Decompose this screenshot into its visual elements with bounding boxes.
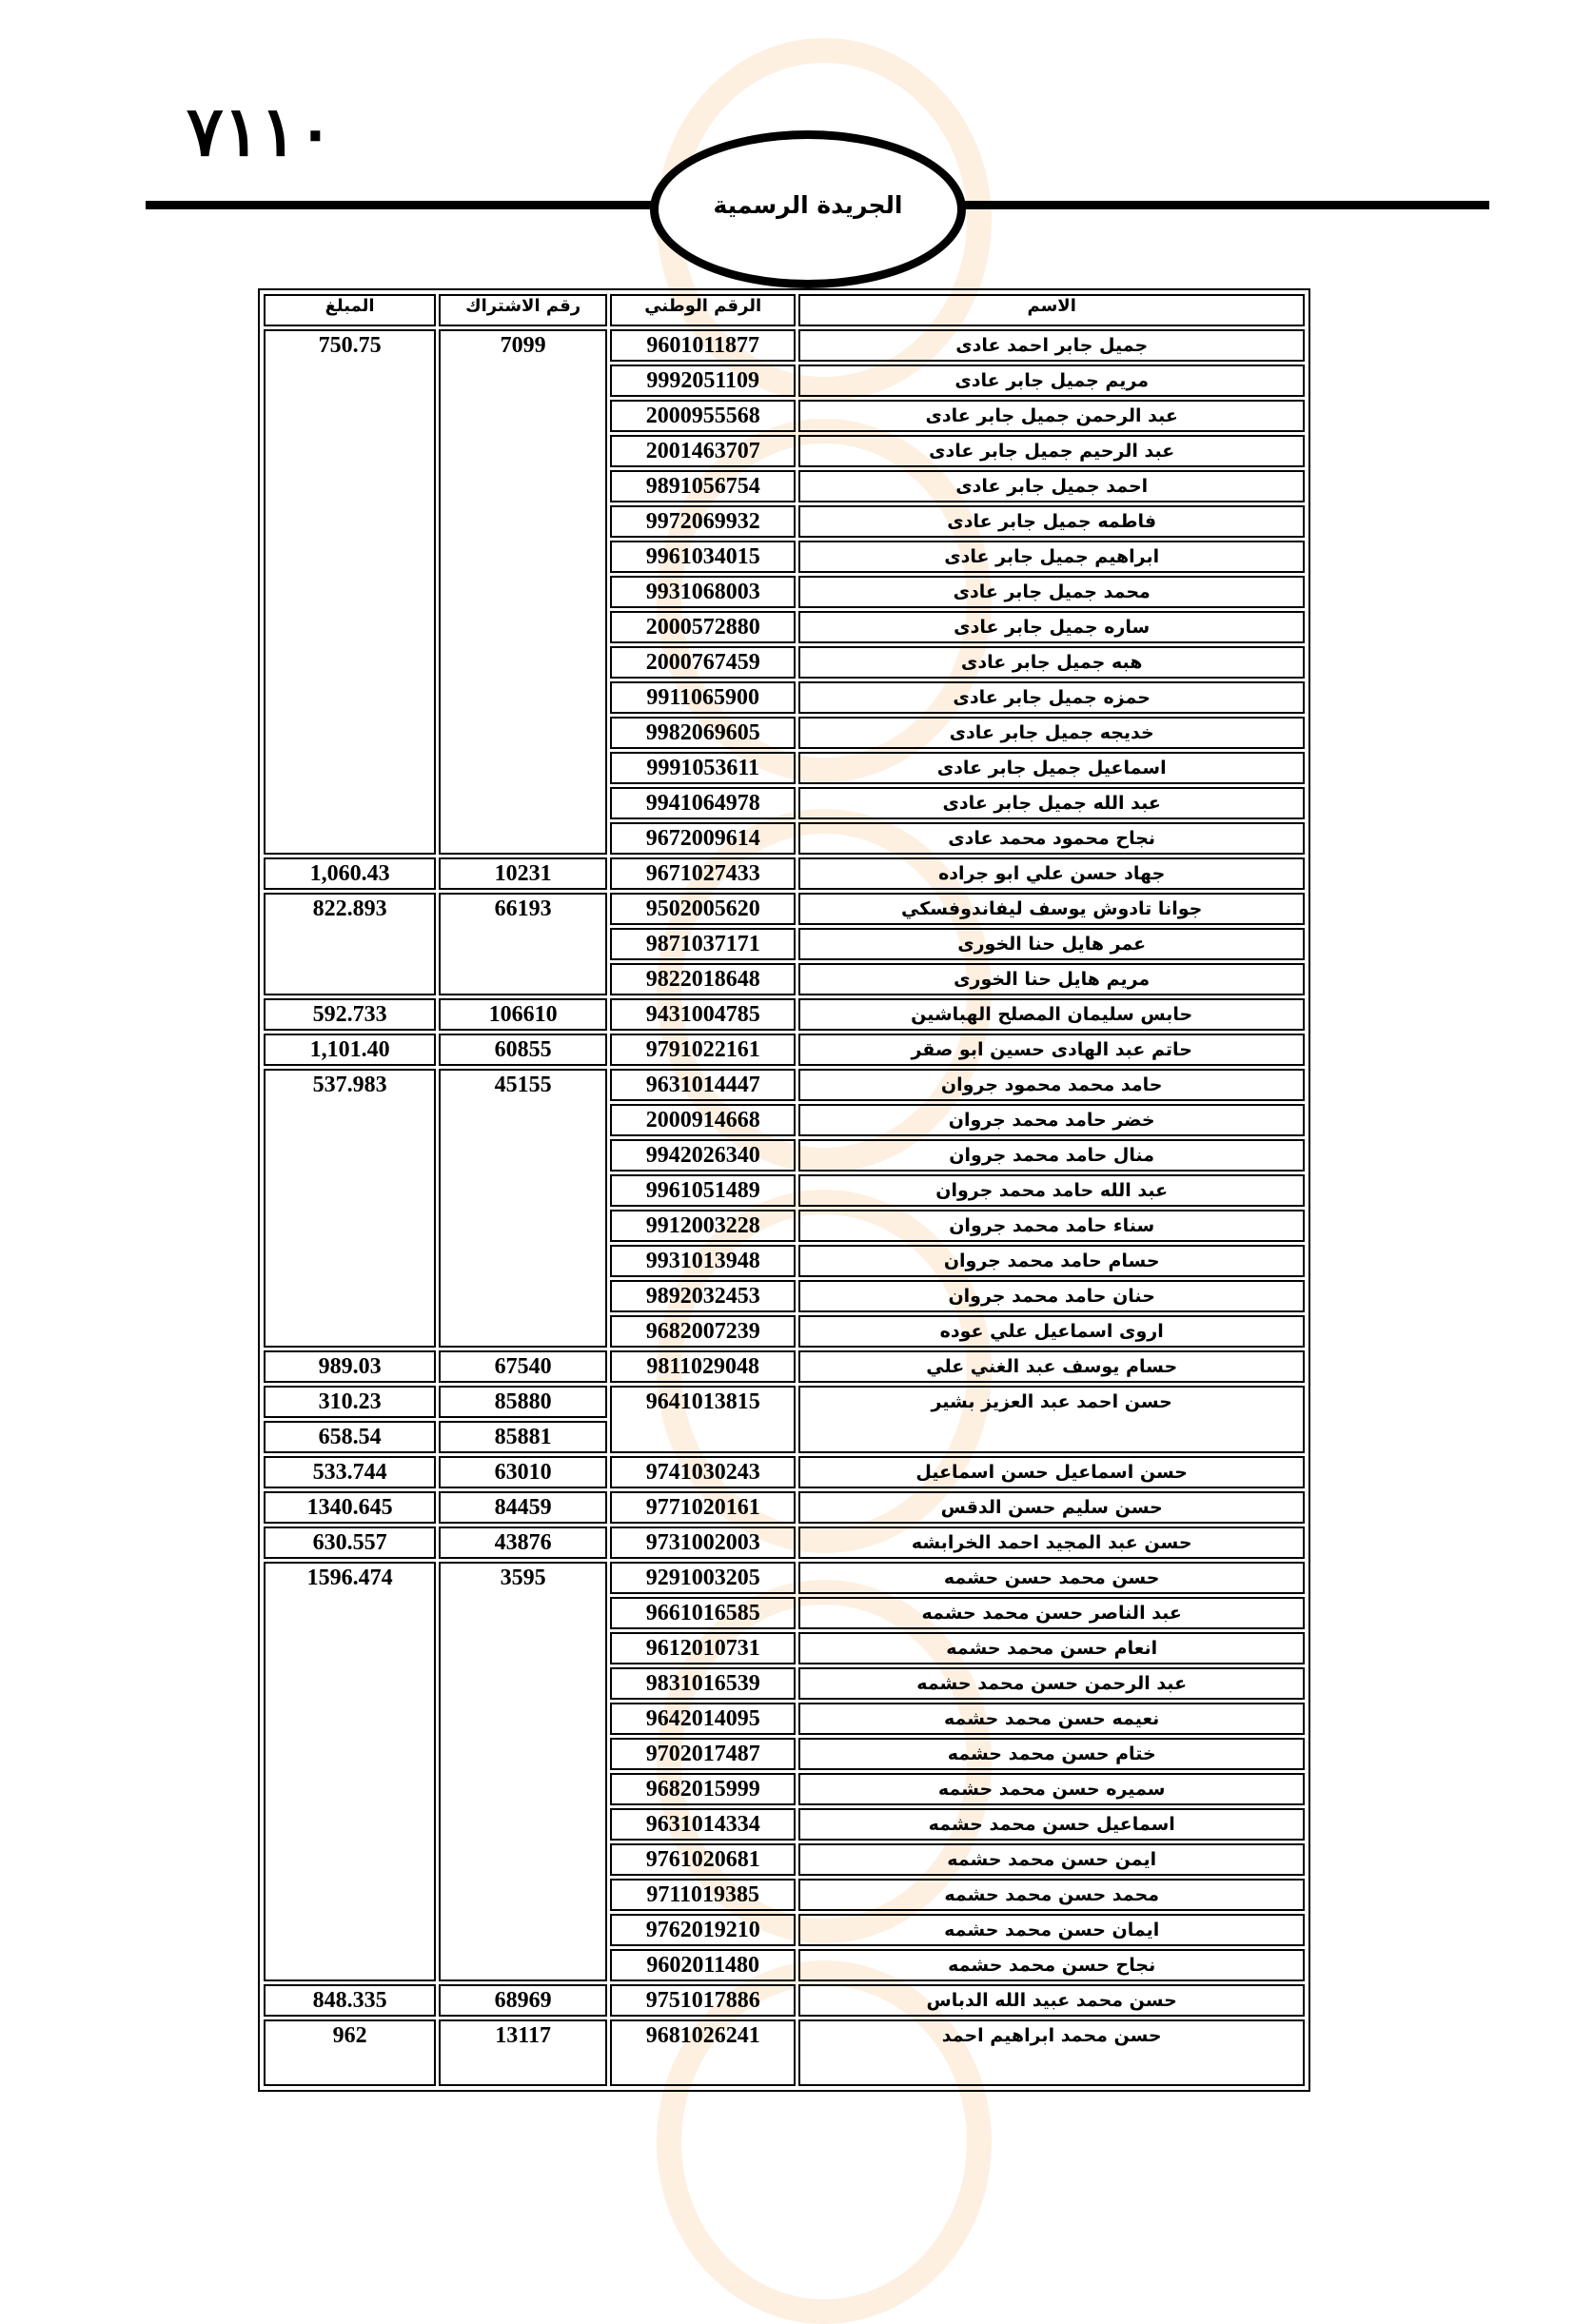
member-name: ابراهيم جميل جابر عادى xyxy=(798,541,1305,573)
member-name: اروى اسماعيل علي عوده xyxy=(798,1315,1305,1348)
national-id: 2000572880 xyxy=(610,611,796,643)
amount: 658.54 xyxy=(264,1421,436,1453)
amount: 1,060.43 xyxy=(264,857,436,890)
subscription-number: 63010 xyxy=(439,1456,607,1488)
member-name: عبد الرحمن حسن محمد حشمه xyxy=(798,1667,1305,1700)
table-row xyxy=(264,1069,1305,1101)
subscription-number: 67540 xyxy=(439,1350,607,1383)
member-name: حسن سليم حسن الدقس xyxy=(798,1491,1305,1524)
header-subscription: رقم الاشتراك xyxy=(439,294,607,326)
subscription-number: 106610 xyxy=(439,998,607,1031)
amount: 848.335 xyxy=(264,1984,436,2017)
national-id: 9631014447 xyxy=(610,1069,796,1101)
national-id: 9761020681 xyxy=(610,1843,796,1876)
member-name: نجاح محمود محمد عادى xyxy=(798,822,1305,855)
member-name: عبد الناصر حسن محمد حشمه xyxy=(798,1597,1305,1629)
header-title: الجريدة الرسمية xyxy=(713,190,903,219)
member-name: محمد حسن محمد حشمه xyxy=(798,1879,1305,1911)
amount: 822.893 xyxy=(264,893,436,995)
table-row xyxy=(264,1350,1305,1383)
amount: 592.733 xyxy=(264,998,436,1031)
member-name: سميره حسن محمد حشمه xyxy=(798,1773,1305,1805)
member-name: اسماعيل حسن محمد حشمه xyxy=(798,1808,1305,1841)
table-row xyxy=(264,1386,1305,1418)
national-id: 9741030243 xyxy=(610,1456,796,1488)
member-name: حسن اسماعيل حسن اسماعيل xyxy=(798,1456,1305,1488)
national-id: 9941064978 xyxy=(610,787,796,819)
subscription-number: 66193 xyxy=(439,893,607,995)
amount: 962 xyxy=(264,2019,436,2086)
subscription-number: 60855 xyxy=(439,1034,607,1066)
national-id: 9702017487 xyxy=(610,1738,796,1770)
member-name: نجاح حسن محمد حشمه xyxy=(798,1949,1305,1981)
national-id: 9961034015 xyxy=(610,541,796,573)
member-name: عمر هايل حنا الخورى xyxy=(798,928,1305,960)
member-name: محمد جميل جابر عادى xyxy=(798,576,1305,608)
national-id: 9992051109 xyxy=(610,364,796,397)
national-id: 9641013815 xyxy=(610,1386,796,1453)
table-header-row xyxy=(264,294,1305,326)
table-row xyxy=(264,1526,1305,1559)
national-id: 9631014334 xyxy=(610,1808,796,1841)
national-id: 9612010731 xyxy=(610,1632,796,1664)
member-name: ايمان حسن محمد حشمه xyxy=(798,1914,1305,1946)
national-id: 9891056754 xyxy=(610,470,796,502)
national-id: 9291003205 xyxy=(610,1562,796,1594)
national-id: 9431004785 xyxy=(610,998,796,1031)
national-id: 9991053611 xyxy=(610,752,796,784)
member-name: مريم جميل جابر عادى xyxy=(798,364,1305,397)
subscription-number: 10231 xyxy=(439,857,607,890)
table-body xyxy=(264,329,1305,2086)
table-row xyxy=(264,1034,1305,1066)
national-id: 9731002003 xyxy=(610,1526,796,1559)
amount: 630.557 xyxy=(264,1526,436,1559)
member-name: جميل جابر احمد عادى xyxy=(798,329,1305,362)
national-id: 9982069605 xyxy=(610,717,796,749)
member-name: جوانا تادوش يوسف ليفاندوفسكي xyxy=(798,893,1305,925)
member-name: حاتم عبد الهادى حسين ابو صقر xyxy=(798,1034,1305,1066)
national-id: 9661016585 xyxy=(610,1597,796,1629)
national-id: 9911065900 xyxy=(610,681,796,714)
table-row xyxy=(264,1456,1305,1488)
national-id: 9771020161 xyxy=(610,1491,796,1524)
table-row xyxy=(264,857,1305,890)
subscription-number: 3595 xyxy=(439,1562,607,1981)
member-name: نعيمه حسن محمد حشمه xyxy=(798,1703,1305,1735)
national-id: 9682007239 xyxy=(610,1315,796,1348)
member-name: حامد محمد محمود جروان xyxy=(798,1069,1305,1101)
header-national-id: الرقم الوطني xyxy=(610,294,796,326)
national-id: 9671027433 xyxy=(610,857,796,890)
member-name: عبد الله حامد محمد جروان xyxy=(798,1174,1305,1207)
national-id: 9642014095 xyxy=(610,1703,796,1735)
member-name: حنان حامد محمد جروان xyxy=(798,1280,1305,1312)
national-id: 2000914668 xyxy=(610,1104,796,1136)
amount: 1340.645 xyxy=(264,1491,436,1524)
member-name: حمزه جميل جابر عادى xyxy=(798,681,1305,714)
member-name: ايمن حسن محمد حشمه xyxy=(798,1843,1305,1876)
subscription-number: 68969 xyxy=(439,1984,607,2017)
page-number: ٧١١٠ xyxy=(187,90,334,171)
national-id: 9831016539 xyxy=(610,1667,796,1700)
subscription-number: 85881 xyxy=(439,1421,607,1453)
table-row xyxy=(264,1491,1305,1524)
national-id: 9931068003 xyxy=(610,576,796,608)
amount: 533.744 xyxy=(264,1456,436,1488)
national-id: 9602011480 xyxy=(610,1949,796,1981)
member-name: احمد جميل جابر عادى xyxy=(798,470,1305,502)
national-id: 9972069932 xyxy=(610,505,796,538)
member-name: حسن محمد عبيد الله الدباس xyxy=(798,1984,1305,2017)
member-name: جهاد حسن علي ابو جراده xyxy=(798,857,1305,890)
amount: 537.983 xyxy=(264,1069,436,1348)
national-id: 9931013948 xyxy=(610,1245,796,1277)
member-name: عبد الله جميل جابر عادى xyxy=(798,787,1305,819)
national-id: 9601011877 xyxy=(610,329,796,362)
amount: 1596.474 xyxy=(264,1562,436,1981)
member-name: سناء حامد محمد جروان xyxy=(798,1210,1305,1242)
records-table xyxy=(258,288,1310,2092)
national-id: 9711019385 xyxy=(610,1879,796,1911)
subscription-number: 7099 xyxy=(439,329,607,855)
national-id: 9502005620 xyxy=(610,893,796,925)
table-row xyxy=(264,329,1305,362)
national-id: 2000955568 xyxy=(610,400,796,432)
table-row xyxy=(264,998,1305,1031)
national-id: 9942026340 xyxy=(610,1139,796,1172)
national-id: 9672009614 xyxy=(610,822,796,855)
member-name: عبد الرحيم جميل جابر عادى xyxy=(798,435,1305,467)
subscription-number: 85880 xyxy=(439,1386,607,1418)
member-name: فاطمه جميل جابر عادى xyxy=(798,505,1305,538)
table-row xyxy=(264,2019,1305,2086)
national-id: 9811029048 xyxy=(610,1350,796,1383)
table-row xyxy=(264,893,1305,925)
member-name: حسن احمد عبد العزيز بشير xyxy=(798,1386,1305,1453)
national-id: 9822018648 xyxy=(610,963,796,995)
national-id: 9961051489 xyxy=(610,1174,796,1207)
national-id: 2000767459 xyxy=(610,646,796,679)
subscription-number: 13117 xyxy=(439,2019,607,2086)
member-name: حسن محمد ابراهيم احمد xyxy=(798,2019,1305,2086)
amount: 750.75 xyxy=(264,329,436,855)
table-row xyxy=(264,1984,1305,2017)
member-name: عبد الرحمن جميل جابر عادى xyxy=(798,400,1305,432)
member-name: حسن عبد المجيد احمد الخرابشه xyxy=(798,1526,1305,1559)
subscription-number: 84459 xyxy=(439,1491,607,1524)
header-amount: المبلغ xyxy=(264,294,436,326)
national-id: 9751017886 xyxy=(610,1984,796,2017)
amount: 1,101.40 xyxy=(264,1034,436,1066)
national-id: 9892032453 xyxy=(610,1280,796,1312)
national-id: 9791022161 xyxy=(610,1034,796,1066)
member-name: انعام حسن محمد حشمه xyxy=(798,1632,1305,1664)
amount: 989.03 xyxy=(264,1350,436,1383)
national-id: 9912003228 xyxy=(610,1210,796,1242)
header-name: الاسم xyxy=(798,294,1305,326)
member-name: حسام يوسف عبد الغني علي xyxy=(798,1350,1305,1383)
member-name: حسام حامد محمد جروان xyxy=(798,1245,1305,1277)
subscription-number: 45155 xyxy=(439,1069,607,1348)
amount: 310.23 xyxy=(264,1386,436,1418)
member-name: خضر حامد محمد جروان xyxy=(798,1104,1305,1136)
member-name: ساره جميل جابر عادى xyxy=(798,611,1305,643)
national-id: 9871037171 xyxy=(610,928,796,960)
member-name: مريم هايل حنا الخورى xyxy=(798,963,1305,995)
national-id: 9682015999 xyxy=(610,1773,796,1805)
table-row xyxy=(264,1562,1305,1594)
national-id: 9681026241 xyxy=(610,2019,796,2086)
national-id: 2001463707 xyxy=(610,435,796,467)
member-name: حسن محمد حسن حشمه xyxy=(798,1562,1305,1594)
member-name: حابس سليمان المصلح الهباشين xyxy=(798,998,1305,1031)
subscription-number: 43876 xyxy=(439,1526,607,1559)
national-id: 9762019210 xyxy=(610,1914,796,1946)
header-badge xyxy=(650,130,966,288)
member-name: هبه جميل جابر عادى xyxy=(798,646,1305,679)
member-name: خديجه جميل جابر عادى xyxy=(798,717,1305,749)
member-name: اسماعيل جميل جابر عادى xyxy=(798,752,1305,784)
member-name: منال حامد محمد جروان xyxy=(798,1139,1305,1172)
member-name: ختام حسن محمد حشمه xyxy=(798,1738,1305,1770)
